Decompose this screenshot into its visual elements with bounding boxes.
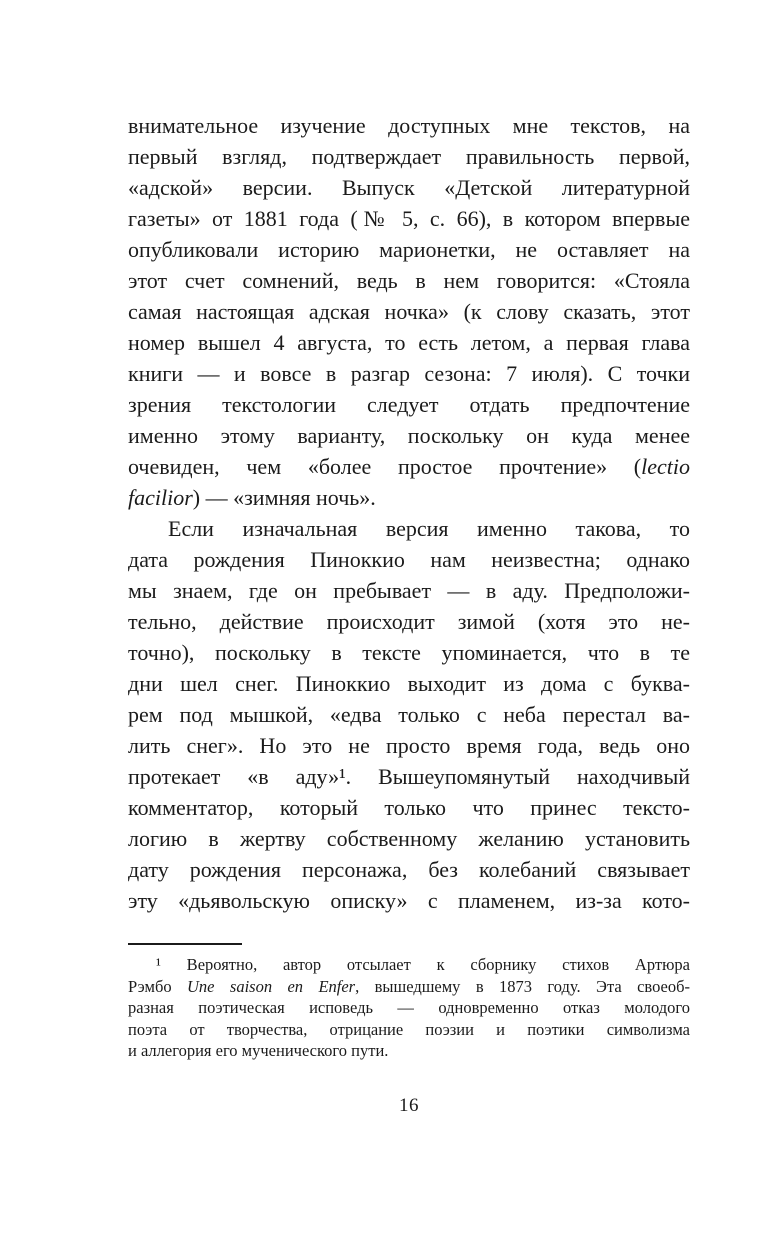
- text-line: первый взгляд, подтверждает правильность первой,: [128, 144, 690, 169]
- text-line: дни шел снег. Пиноккио выходит из дома с буква-: [128, 671, 690, 696]
- body-text: [128, 110, 690, 916]
- page-number: 16: [399, 1095, 419, 1116]
- text-line: Если изначальная версия именно такова, то: [168, 516, 690, 541]
- text-segment: , вышедшему в 1873 году. Эта своеоб-: [355, 976, 690, 996]
- text-line: номер вышел 4 августа, то есть летом, а первая глава: [128, 330, 690, 355]
- text-line: протекает «в аду»¹. Вышеупомянутый находчивый: [128, 764, 690, 789]
- text-line: комментатор, который только что принес тексто-: [128, 795, 690, 820]
- italic-text: facilior: [128, 485, 193, 510]
- text-line: [128, 482, 690, 513]
- text-line: дата рождения Пиноккио нам неизвестна; однако: [128, 547, 690, 572]
- text-line: логию в жертву собственному желанию установить: [128, 826, 690, 851]
- text-line: лить снег». Но это не просто время года, ведь оно: [128, 733, 690, 758]
- text-line: разная поэтическая исповедь — одновременно отказ молодого: [128, 998, 690, 1017]
- italic-text: Une saison en Enfer: [187, 976, 356, 996]
- text-line: мы знаем, где он пребывает — в аду. Предположи-: [128, 578, 690, 603]
- text-line: эту «дьявольскую описку» с пламенем, из-за кото-: [128, 888, 690, 913]
- text-line: именно этому варианту, поскольку он куда менее: [128, 423, 690, 448]
- text-line: внимательное изучение доступных мне текстов, на: [128, 113, 690, 138]
- footnote: [128, 954, 690, 1062]
- text-line: книги — и вовсе в разгар сезона: 7 июля). С точки: [128, 361, 690, 386]
- text-line: точно), поскольку в тексте упоминается, что в те: [128, 640, 690, 665]
- text-line: этот счет сомнений, ведь в нем говорится: «Стояла: [128, 268, 690, 293]
- text-line: поэта от творчества, отрицание поэзии и поэтики символизма: [128, 1019, 690, 1039]
- text-segment: Рэмбо: [128, 976, 188, 996]
- text-segment: ) — «зимняя ночь».: [192, 485, 376, 510]
- footnote-separator: [128, 943, 242, 945]
- paragraph: [128, 110, 690, 513]
- paragraph: [128, 513, 690, 916]
- text-line: и аллегория его мученического пути.: [128, 1041, 389, 1060]
- text-line: рем под мышкой, «едва только с неба перестал ва-: [128, 702, 690, 727]
- text-line: [128, 451, 690, 482]
- italic-text: lectio: [641, 454, 690, 479]
- text-line: самая настоящая адская ночка» (к слову сказать, этот: [128, 299, 690, 324]
- text-segment: очевиден, чем «более простое прочтение» (: [128, 454, 642, 479]
- text-line: ¹ Вероятно, автор отсылает к сборнику стихов Артюра: [156, 955, 690, 974]
- text-line: [128, 976, 690, 998]
- text-line: дату рождения персонажа, без колебаний связывает: [128, 857, 690, 882]
- text-line: тельно, действие происходит зимой (хотя это не-: [128, 609, 690, 634]
- text-block: [128, 110, 690, 1062]
- text-line: опубликовали историю марионетки, не оставляет на: [128, 237, 690, 262]
- text-line: газеты» от 1881 года (№ 5, с. 66), в котором впервые: [128, 206, 690, 231]
- text-line: зрения текстологии следует отдать предпочтение: [128, 392, 690, 417]
- text-line: «адской» версии. Выпуск «Детской литературной: [128, 175, 690, 200]
